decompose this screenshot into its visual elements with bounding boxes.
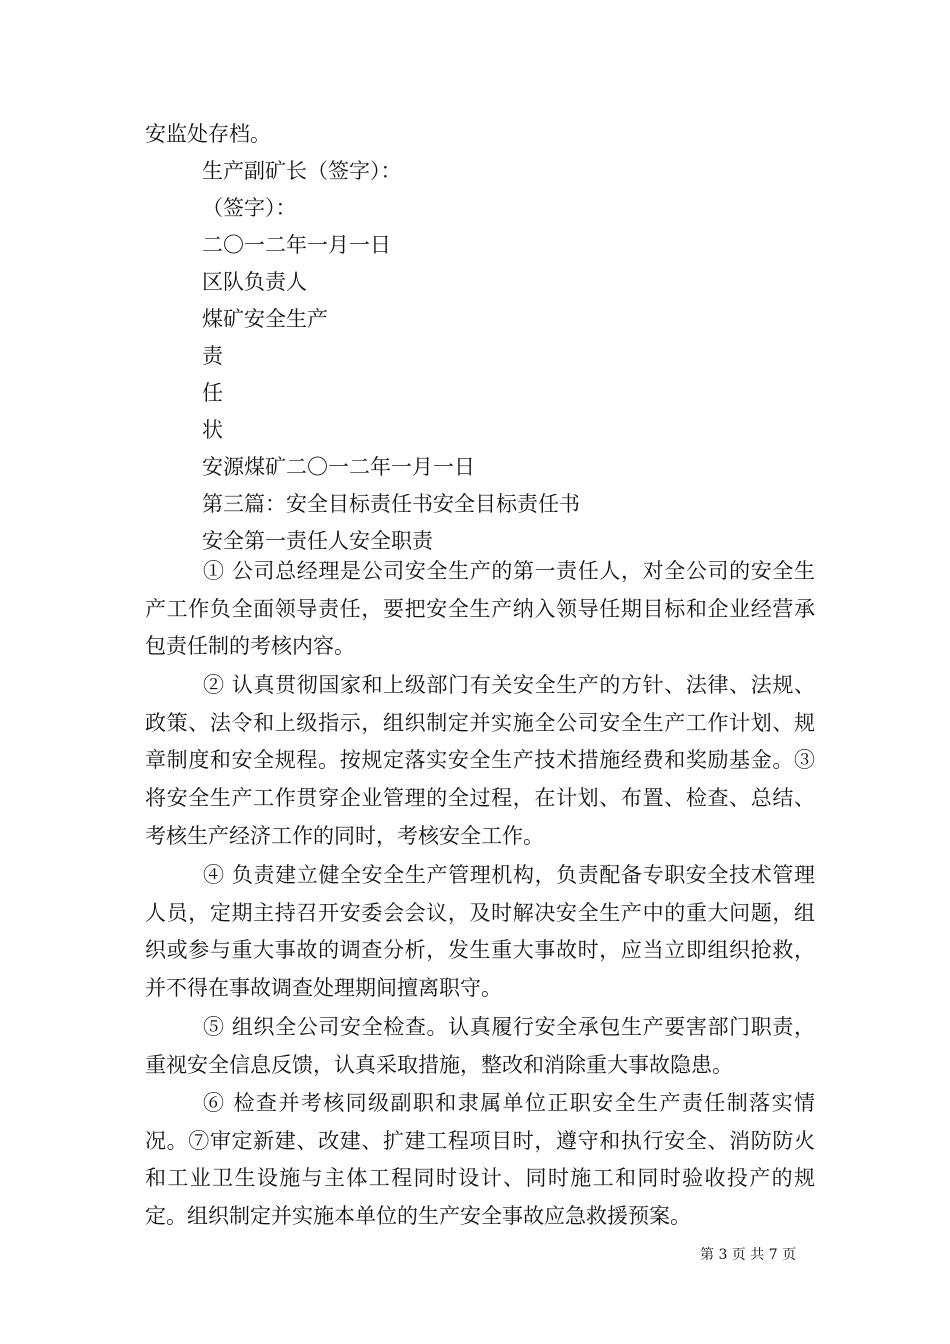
page-number: 第 3 页 共 7 页 [700, 1247, 797, 1263]
paragraph-5: ⑤ 组织全公司安全检查。认真履行安全承包生产要害部门职责，重视安全信息反馈，认真采取措施，整改和消除重大事故隐患。 [145, 1015, 815, 1077]
text-line-safety-production: 煤矿安全生产 [202, 307, 328, 331]
subsection-heading: 安全第一责任人安全职责 [202, 529, 433, 553]
section-heading: 第三篇：安全目标责任书安全目标责任书 [202, 492, 580, 516]
text-line-date: 二〇一二年一月一日 [202, 233, 391, 257]
paragraph-2: ② 认真贯彻国家和上级部门有关安全生产的方针、法律、法规、政策、法令和上级指示，组织制定并实施全公司安全生产工作计划、规章制度和安全规程。按规定落实安全生产技术措施经费和奖励基金。③将安全生产工作贯穿企业管理的全过程，在计划、布置、检查、总结、考核生产经济工作的同时，考核安全工作。 [145, 673, 815, 848]
text-line-archive: 安监处存档。 [145, 122, 271, 146]
text-line-ze: 责 [202, 344, 223, 368]
paragraph-1: ① 公司总经理是公司安全生产的第一责任人，对全公司的安全生产工作负全面领导责任，要把安全生产纳入领导任期目标和企业经营承包责任制的考核内容。 [145, 559, 815, 659]
text-line-deputy-signature: 生产副矿长（签字）： [202, 159, 402, 183]
text-line-mine-date: 安源煤矿二〇一二年一月一日 [202, 455, 475, 479]
text-line-signature: （签字）： [202, 196, 297, 220]
text-line-ren: 任 [202, 381, 223, 405]
paragraph-4: ④ 负责建立健全安全生产管理机构，负责配备专职安全技术管理人员，定期主持召开安委会会议，及时解决安全生产中的重大问题，组织或参与重大事故的调查分析，发生重大事故时，应当立即组织抢救，并不得在事故调查处理期间擅离职守。 [145, 863, 815, 1001]
paragraph-6: ⑥ 检查并考核同级副职和隶属单位正职安全生产责任制落实情况。⑦审定新建、改建、扩建工程项目时，遵守和执行安全、消防防火和工业卫生设施与主体工程同时设计、同时施工和同时验收投产的规定。组织制定并实施本单位的生产安全事故应急救援预案。 [145, 1091, 815, 1229]
text-line-team-leader: 区队负责人 [202, 270, 307, 294]
text-line-zhuang: 状 [202, 418, 223, 442]
